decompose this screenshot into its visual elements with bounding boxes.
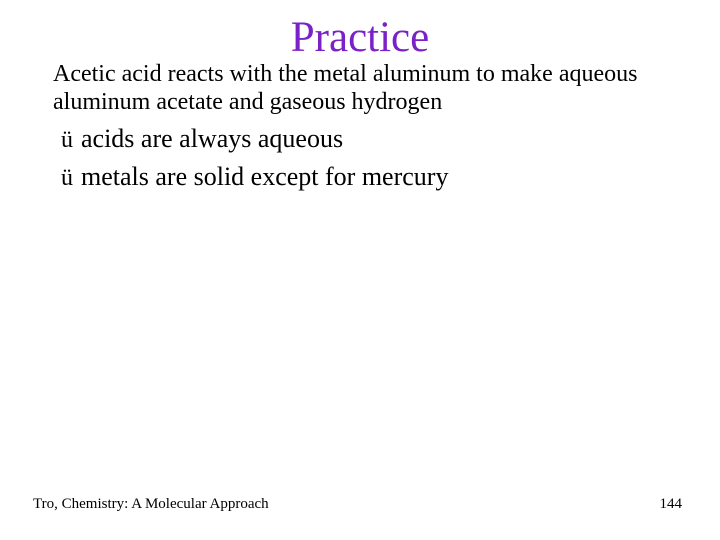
check-icon: ü: [61, 127, 73, 153]
page-number: 144: [659, 496, 682, 512]
bullet-item: [61, 158, 448, 196]
bullet-item: [61, 120, 448, 158]
bullet-text: metals are solid except for mercury: [81, 162, 449, 191]
slide-title: [0, 12, 720, 64]
bullet-text: acids are always aqueous: [81, 124, 344, 153]
footer-source: Tro, Chemistry: A Molecular Approach: [33, 496, 269, 512]
bullet-list: [61, 120, 448, 196]
check-icon: ü: [61, 165, 73, 191]
body-text: Acetic acid reacts with the metal aluminum to make aqueous aluminum acetate and gaseous hydrogen: [53, 61, 638, 115]
slide-title-text: Practice: [290, 14, 430, 61]
